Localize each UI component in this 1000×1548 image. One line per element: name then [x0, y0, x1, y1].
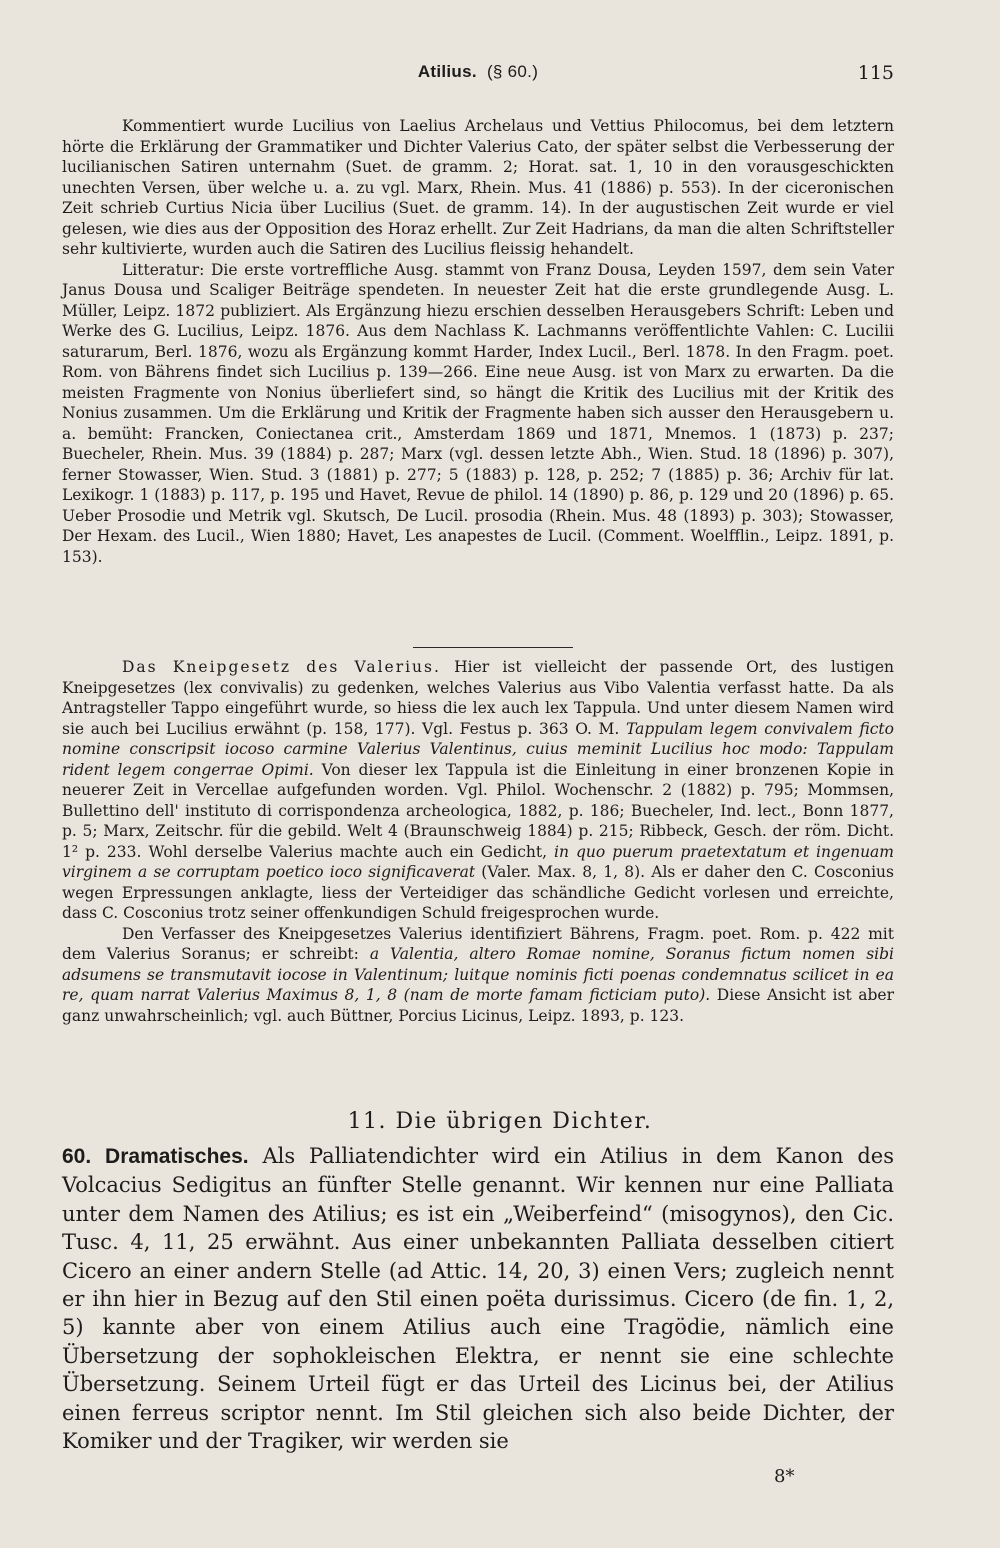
paragraph-heading: Dramatisches.	[105, 1145, 249, 1168]
page-number: 115	[857, 62, 894, 84]
verfasser-text-b: Diese Ansicht ist aber ganz unwahrscheinlich; vgl. auch Büttner, Porcius Licinus, Leipz. 1893, p. 123.	[62, 986, 894, 1025]
running-title-section: (§ 60.)	[486, 62, 539, 81]
sheet-signature: 8*	[774, 1466, 795, 1487]
running-title	[62, 62, 894, 82]
paragraph-number: 60.	[62, 1145, 92, 1168]
baehrens-quote: a Valentia, altero Romae nomine, Soranus fictum nomen sibi adsumens se transmutavit iocose in Valentinum; luitque nominis ficti poenas condemnatus scilicet in ea re, quam narrat Valerius Maximus 8, 1, 8 (nam de morte famam ficticiam puto).	[62, 945, 894, 1004]
running-title-name: Atilius.	[417, 62, 477, 81]
commentary-literature-block	[62, 116, 894, 567]
kneipgesetz-text-c: (Valer. Max. 8, 1, 8). Als er daher den C. Cosconius wegen Erpressungen anklagte, liess der Verteidiger das schändliche Gedicht vorlesen und erreichte, dass C. Cosconius trotz seiner offenkundigen Schuld freigesprochen wurde.	[62, 863, 894, 922]
verfasser-text-a: Den Verfasser des Kneipgesetzes Valerius identifiziert Bährens, Fragm. poet. Rom. p. 422 mit dem Valerius Soranus; er schreibt:	[62, 924, 894, 963]
festus-quote: Tappulam legem convivalem ficto nomine conscripsit iocoso carmine Valerius Valentinus, cuius meminit Lucilius hoc modo: Tappulam rident legem congerrae Opimi.	[62, 719, 894, 779]
dramatisches-block	[62, 1142, 894, 1455]
kneipgesetz-block	[62, 657, 894, 1026]
section-divider	[413, 647, 573, 648]
valerius-maximus-quote: in quo puerum praetextatum et ingenuam virginem a se corruptam poetico ioco significaverat	[62, 842, 894, 881]
commentary-paragraph: Kommentiert wurde Lucilius von Laelius Archelaus und Vettius Philocomus, bei dem letztern hörte die Erklärung der Grammatiker und Dichter Valerius Cato, der später selbst die Verbesserung der lucilianischen Satiren unternahm (Suet. de gramm. 2; Horat. sat. 1, 10 in den vorausgeschickten unechten Versen, über welche u. a. zu vgl. Marx, Rhein. Mus. 41 (1886) p. 553). In der ciceronischen Zeit schrieb Curtius Nicia über Lucilius (Suet. de gramm. 14). In der augustischen Zeit wurde er viel gelesen, wie dies aus der Opposition des Horaz erhellt. Zur Zeit Hadrians, da man die alten Schriftsteller sehr kultivierte, wurden auch die Satiren des Lucilius fleissig hehandelt.	[62, 117, 894, 258]
dramatisches-paragraph	[62, 1142, 894, 1455]
literature-paragraph: Litteratur: Die erste vortreffliche Ausg. stammt von Franz Dousa, Leyden 1597, dem sein Vater Janus Dousa und Scaliger Beiträge spendeten. In neuester Zeit hat die erste grundlegende Ausg. L. Müller, Leipz. 1872 publiziert. Als Ergänzung hiezu erschien desselben Herausgebers Schrift: Leben und Werke des G. Lucilius, Leipz. 1876. Aus dem Nachlass K. Lachmanns veröffentlichte Vahlen: C. Lucilii saturarum, Berl. 1876, wozu als Ergänzung kommt Harder, Index Lucil., Berl. 1878. In den Fragm. poet. Rom. von Bährens findet sich Lucilius p. 139—266. Eine neue Ausg. ist von Marx zu erwarten. Da die meisten Fragmente von Nonius überliefert sind, so hängt die Kritik des Lucilius mit der Kritik des Nonius zusammen. Um die Erklärung und Kritik der Fragmente haben sich ausser den Herausgebern u. a. bemüht: Francken, Coniectanea crit., Amsterdam 1869 und 1871, Mnemos. 1 (1873) p. 237; Buecheler, Rhein. Mus. 39 (1884) p. 287; Marx (vgl. dessen letzte Abh., Wien. Stud. 18 (1896) p. 307), ferner Stowasser, Wien. Stud. 3 (1881) p. 277; 5 (1883) p. 128, p. 252; 7 (1885) p. 36; Archiv für lat. Lexikogr. 1 (1883) p. 117, p. 195 und Havet, Revue de philol. 14 (1890) p. 86, p. 129 und 20 (1896) p. 65. Ueber Prosodie und Metrik vgl. Skutsch, De Lucil. prosodia (Rhein. Mus. 48 (1893) p. 303); Stowasser, Der Hexam. des Lucil., Wien 1880; Havet, Les anapestes de Lucil. (Comment. Woelfflin., Leipz. 1891, p. 153).	[62, 260, 894, 566]
verfasser-paragraph	[62, 924, 894, 1027]
kneipgesetz-text-b: Von dieser lex Tappula ist die Einleitung in einer bronzenen Kopie in neuerer Zeit in Vercellae aufgefunden worden. Vgl. Philol. Wochenschr. 2 (1882) p. 795; Mommsen, Bullettino dell' instituto di corrispondenza archeologica, 1882, p. 186; Buecheler, Ind. lect., Bonn 1877, p. 5; Marx, Zeitschr. für die gebild. Welt 4 (Braunschweig 1884) p. 215; Ribbeck, Gesch. der röm. Dicht. 1² p. 233. Wohl derselbe Valerius machte auch ein Gedicht,	[62, 760, 894, 861]
dramatisches-text: Als Palliatendichter wird ein Atilius in dem Kanon des Volcacius Sedigitus an fünfter Stelle genannt. Wir kennen nur eine Palliata unter dem Namen des Atilius; es ist ein „Weiberfeind“ (misogynos), den Cic. Tusc. 4, 11, 25 erwähnt. Aus einer unbekannten Palliata desselben citiert Cicero an einer andern Stelle (ad Attic. 14, 20, 3) einen Vers; zugleich nennt er ihn hier in Bezug auf den Stil einen poëta durissimus. Cicero (de fin. 1, 2, 5) kannte aber von einem Atilius auch eine Tragödie, nämlich eine Übersetzung der sophokleischen Elektra, er nennt sie eine schlechte Übersetzung. Seinem Urteil fügt er das Urteil des Licinus bei, der Atilius einen ferreus scriptor nennt. Im Stil gleichen sich also beide Dichter, der Komiker und der Tragiker, wir werden sie	[62, 1144, 894, 1454]
page-header	[62, 62, 894, 92]
kneipgesetz-text-a: Hier ist vielleicht der passende Ort, des lustigen Kneipgesetzes (lex convivalis) zu gedenken, welches Valerius aus Vibo Valentia verfasst hatte. Da als Antragsteller Tappo eingeführt wurde, so hiess die lex auch lex Tappula. Und unter diesem Namen wird sie auch bei Lucilius erwähnt (p. 158, 177). Vgl. Festus p. 363 O. M.	[62, 658, 894, 738]
kneipgesetz-heading: Das Kneipgesetz des Valerius.	[122, 658, 441, 676]
section-title: 11. Die übrigen Dichter.	[347, 1109, 653, 1134]
kneipgesetz-paragraph	[62, 657, 894, 924]
